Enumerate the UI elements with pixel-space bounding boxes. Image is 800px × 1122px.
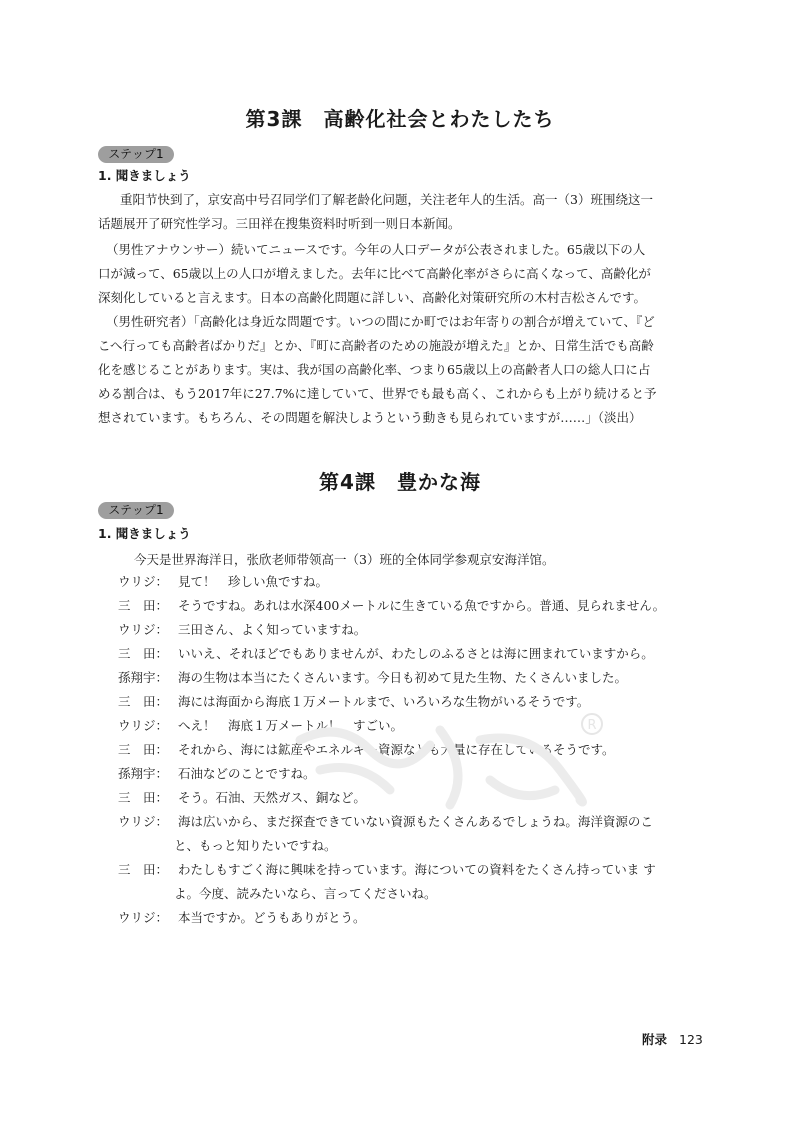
dialogue-text: へえ！ 海底１万メートル！ すごい。 [178, 718, 404, 733]
paragraph-line: める割合は、もう2017年に27.7%に達していて、世界でも最も高く、これからも上がり続けると予 [98, 386, 657, 401]
section-heading: 1. 聞きましょう [98, 526, 191, 541]
speaker-name: ウリジ： [118, 574, 169, 589]
speaker-name: 三 田： [118, 742, 169, 757]
dialogue-continuation: よ。今度、読みたいなら、言ってくださいね。 [174, 886, 437, 901]
dialogue-line [118, 642, 718, 666]
speaker-name: ウリジ： [118, 718, 169, 733]
dialogue-line [118, 810, 718, 858]
svg-text:R: R [587, 718, 597, 733]
dialogue-text: そうですね。あれは水深400メートルに生きている魚ですから。普通、見られません。 [178, 598, 666, 613]
paragraph-line: 化を感じることがあります。実は、我が国の高齢化率、つまり65歳以上の高齢者人口の総人口に占 [98, 362, 651, 377]
paragraph-line: （男性アナウンサー）続いてニュースです。今年の人口データが公表されました。65歳以下の人 [106, 242, 646, 257]
dialogue-line [118, 858, 718, 906]
step-badge: ステップ1 [98, 146, 174, 163]
speaker-name: 三 田： [118, 646, 169, 661]
dialogue-line [118, 666, 718, 690]
dialogue-text: 三田さん、よく知っていますね。 [178, 622, 367, 637]
speaker-name: ウリジ： [118, 814, 169, 829]
paragraph-line: 重阳节快到了，京安高中号召同学们了解老龄化问题，关注老年人的生活。高一（3）班围绕这一 [120, 192, 653, 207]
dialogue-text: 海には海面から海底１万メートルまで、いろいろな生物がいるそうです。 [178, 694, 590, 709]
page-footer [642, 1030, 703, 1048]
dialogue-line [118, 570, 718, 594]
speaker-name: 三 田： [118, 862, 169, 877]
speaker-name: 孫翔宇： [118, 766, 169, 781]
speaker-name: 三 田： [118, 790, 169, 805]
dialogue-line [118, 594, 718, 618]
speaker-name: 孫翔宇： [118, 670, 169, 685]
dialogue-text: そう。石油、天然ガス、銅など。 [178, 790, 366, 805]
dialogue-line [118, 786, 718, 810]
paragraph-line: こへ行っても高齢者ばかりだ』とか、『町に高齢者のための施設が増えた』とか、日常生活でも高齢 [98, 338, 654, 353]
dialogue-line [118, 618, 718, 642]
lesson-3-title: 第3課 高齢化社会とわたしたち [245, 107, 555, 131]
dialogue-text: 海は広いから、まだ探査できていない資源もたくさんあるでしょうね。海洋資源のこ [178, 814, 653, 829]
dialogue-line [118, 906, 718, 930]
dialogue-continuation: と、もっと知りたいですね。 [174, 838, 337, 853]
speaker-name: ウリジ： [118, 622, 169, 637]
dialogue-line [118, 690, 718, 714]
dialogue-text: 海の生物は本当にたくさんいます。今日も初めて見た生物、たくさんいました。 [178, 670, 628, 685]
dialogue-line [118, 762, 718, 786]
dialogue-line [118, 714, 718, 738]
speaker-name: 三 田： [118, 694, 169, 709]
dialogue-text: 石油などのことですね。 [178, 766, 316, 781]
section-heading: 1. 聞きましょう [98, 168, 191, 183]
lesson-4-title: 第4課 豊かな海 [319, 470, 481, 494]
dialogue-text: それから、海には鉱産やエネルギー資源なども大量に存在しているそうです。 [178, 742, 615, 757]
dialogue-text: 見て！ 珍しい魚ですね。 [178, 574, 329, 589]
page-number: 123 [679, 1032, 703, 1047]
paragraph-line: 想されています。もちろん、その問題を解決しようという動きも見られていますが……」（淡出） [98, 410, 642, 425]
dialogue-text: 本当ですか。どうもありがとう。 [178, 910, 366, 925]
paragraph-line: 话题展开了研究性学习。三田祥在搜集资料时听到一则日本新闻。 [98, 216, 461, 231]
dialogue-line [118, 738, 718, 762]
speaker-name: ウリジ： [118, 910, 169, 925]
paragraph-line: 口が減って、65歳以上の人口が増えました。去年に比べて高齢化率がさらに高くなって、高齢化が [98, 266, 651, 281]
dialogue-intro: 今天是世界海洋日，张欣老师带领高一（3）班的全体同学参观京安海洋馆。 [134, 552, 555, 567]
dialogue-text: わたしもすごく海に興味を持っています。海についての資料をたくさん持っていま す [178, 862, 656, 877]
step-badge: ステップ1 [98, 502, 174, 519]
dialogue-text: いいえ、それほどでもありませんが、わたしのふるさとは海に囲まれていますから。 [178, 646, 654, 661]
paragraph-line: 深刻化していると言えます。日本の高齢化問題に詳しい、高齢化対策研究所の木村吉松さんです。 [98, 290, 647, 305]
speaker-name: 三 田： [118, 598, 169, 613]
paragraph-line: （男性研究者）「高齢化は身近な問題です。いつの間にか町ではお年寄りの割合が増えていて、『ど [106, 314, 655, 329]
footer-label: 附录 [642, 1032, 668, 1047]
